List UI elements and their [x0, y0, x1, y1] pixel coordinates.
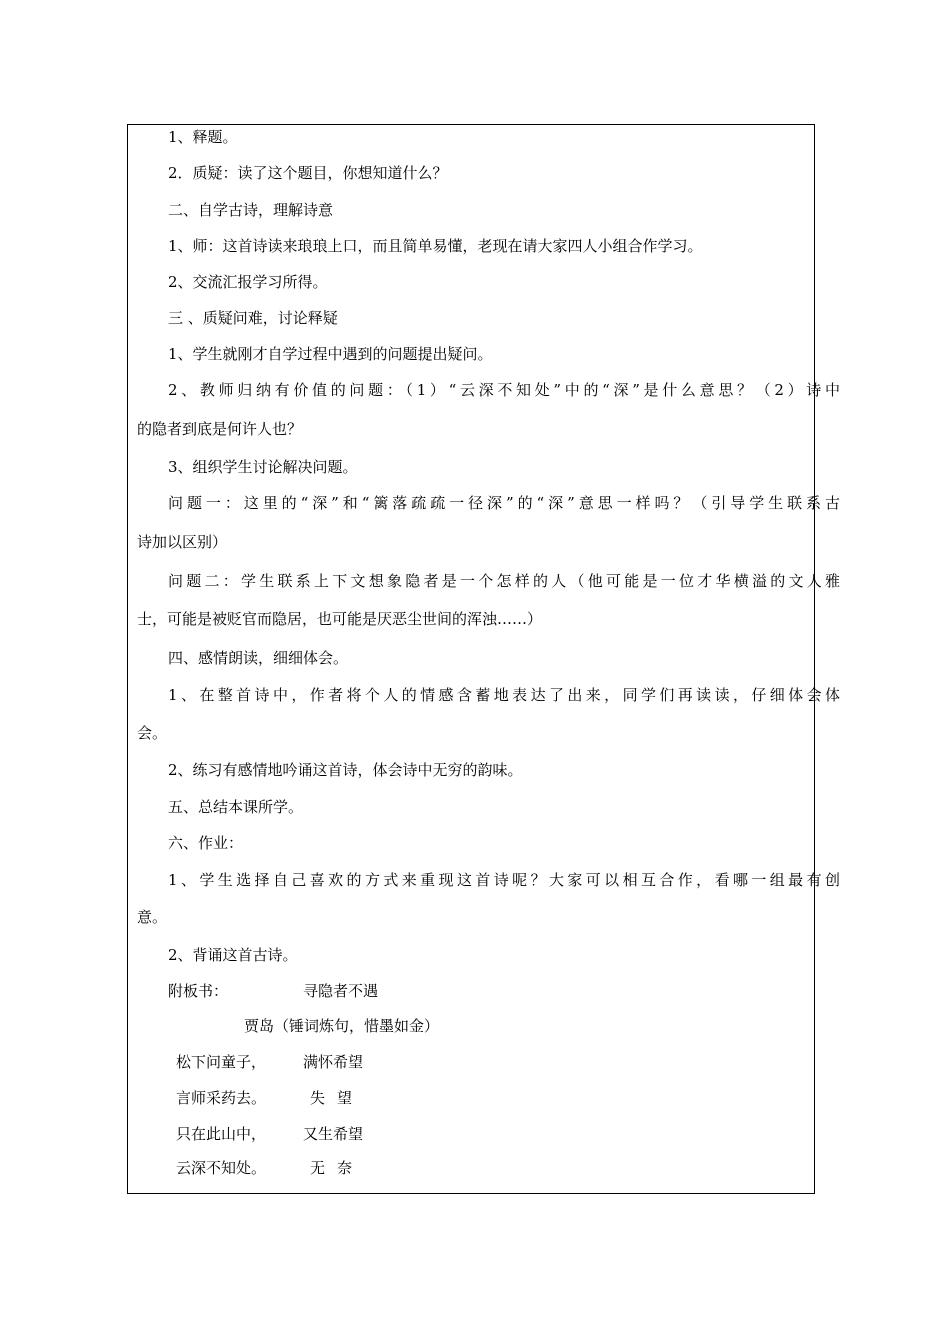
blackboard-verse-row: [137, 1088, 809, 1108]
verse-note: 又生希望: [303, 1125, 364, 1143]
verse-note: 无奈: [310, 1159, 365, 1177]
verse-note: 满怀希望: [303, 1053, 364, 1071]
paragraph-line: 的隐者到底是何许人也？: [137, 420, 303, 438]
poem-verse: 只在此山中，: [176, 1125, 267, 1143]
paragraph-line: 1、在整首诗中，作者将个人的情感含蓄地表达了出来，同学们再读读，仔细体会体: [168, 686, 840, 704]
paragraph-line: 1、师：这首诗读来琅琅上口，而且简单易懂，老现在请大家四人小组合作学习。: [168, 237, 703, 255]
paragraph-line: 诗加以区别）: [137, 533, 228, 551]
paragraph-line: 2、练习有感情地吟诵这首诗，体会诗中无穷的韵味。: [168, 761, 523, 779]
section-heading: 二、自学古诗，理解诗意: [168, 201, 334, 219]
paragraph-line: 2、教师归纳有价值的问题：（1）“云深不知处”中的“深”是什么意思？（2）诗中: [168, 381, 840, 399]
paragraph-line: 1、释题。: [168, 128, 238, 146]
poem-verse: 松下问童子，: [176, 1053, 267, 1071]
paragraph-line: 2、背诵这首古诗。: [168, 946, 298, 964]
section-heading: 六、作业：: [168, 834, 244, 852]
poem-verse: 言师采药去。: [176, 1089, 267, 1107]
paragraph-line: 2、交流汇报学习所得。: [168, 273, 328, 291]
paragraph-line: 1、学生选择自己喜欢的方式来重现这首诗呢？大家可以相互合作，看哪一组最有创: [168, 871, 840, 889]
section-heading: 三 、质疑问难，讨论释疑: [168, 309, 338, 327]
paragraph-line: 2．质疑：读了这个题目，你想知道什么？: [168, 164, 448, 182]
blackboard-verse-row: [137, 1124, 809, 1144]
blackboard-label: 附板书：: [168, 982, 229, 1000]
paragraph-line: 意。: [137, 908, 168, 926]
blackboard-author-row: [137, 1016, 809, 1036]
paragraph-line: 问题二：学生联系上下文想象隐者是一个怎样的人（他可能是一位才华横溢的文人雅: [168, 572, 840, 590]
paragraph-line: 士，可能是被贬官而隐居，也可能是厌恶尘世间的浑浊……）: [137, 610, 543, 628]
paragraph-line: 3、组织学生讨论解决问题。: [168, 458, 358, 476]
blackboard-header-row: [137, 981, 809, 1001]
section-heading: 四、感情朗读，细细体会。: [168, 649, 349, 667]
blackboard-verse-row: [137, 1158, 809, 1178]
poem-author: 贾岛（锤词炼句，惜墨如金）: [244, 1017, 440, 1035]
paragraph-line: 1、学生就刚才自学过程中遇到的问题提出疑问。: [168, 345, 493, 363]
verse-note: 失望: [310, 1089, 365, 1107]
paragraph-line: 会。: [137, 724, 168, 742]
section-heading: 五、总结本课所学。: [168, 798, 304, 816]
blackboard-verse-row: [137, 1052, 809, 1072]
poem-verse: 云深不知处。: [176, 1159, 267, 1177]
paragraph-line: 问题一：这里的“深”和“篱落疏疏一径深”的“深”意思一样吗？（引导学生联系古: [168, 494, 840, 512]
poem-title: 寻隐者不遇: [303, 982, 379, 1000]
